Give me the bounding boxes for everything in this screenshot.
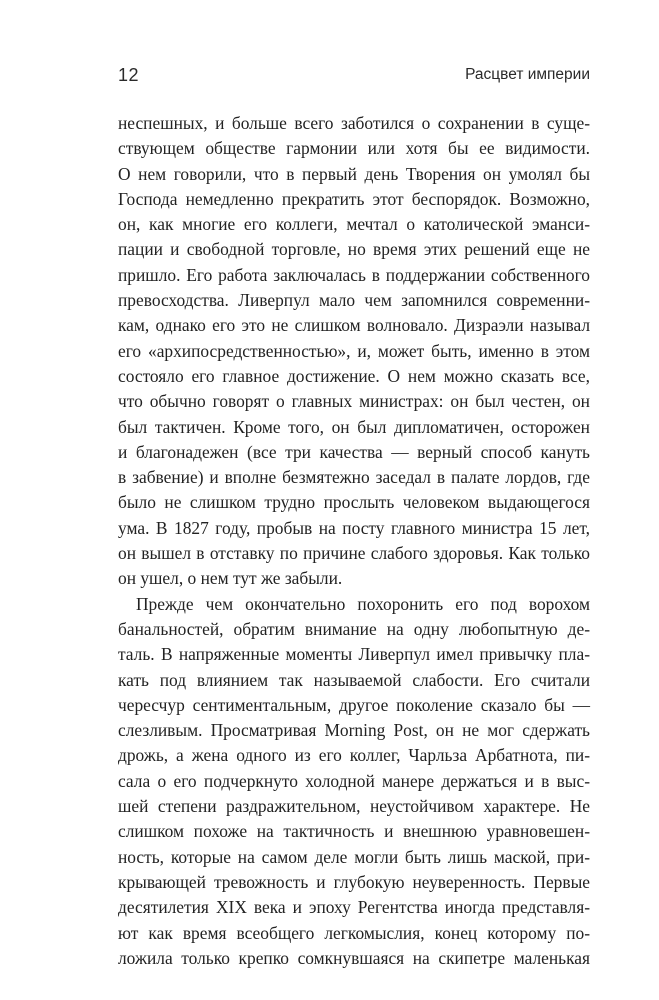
page-number: 12: [118, 65, 140, 85]
body-text: [118, 111, 590, 971]
text-line: состояло его главное достижение. О нем можно сказать все,: [118, 365, 590, 386]
text-line: Господа немедленно прекратить этот беспорядок. Возможно,: [118, 188, 590, 209]
text-line: пации и свободной торговле, но время этих решений еще не: [118, 239, 590, 260]
text-line: его «архипосредственностью», и, может быть, именно в этом: [118, 340, 590, 361]
text-line: крывающей тревожность и глубокую неуверенность. Первые: [118, 871, 590, 892]
text-line: банальностей, обратим внимание на одну любопытную де-: [118, 618, 590, 639]
text-line: ствующем обществе гармонии или хотя бы ее видимости.: [118, 138, 590, 159]
text-line: неспешных, и больше всего заботился о сохранении в суще-: [118, 113, 590, 133]
text-line: в забвение) и вполне безмятежно заседал в палате лордов, где: [118, 467, 590, 488]
text-line: слишком похоже на тактичность и внешнюю уравновешен-: [118, 821, 590, 842]
text-line: слезливым. Просматривая Morning Post, он не мог сдержать: [118, 720, 590, 741]
text-line: таль. В напряженные моменты Ливерпул имел привычку пла-: [118, 644, 590, 665]
text-line: он вышел в отставку по причине слабого здоровья. Как только: [118, 543, 590, 564]
text-line: десятилетия XIX века и эпоху Регентства иногда представля-: [118, 897, 590, 918]
text-line: Прежде чем окончательно похоронить его под ворохом: [136, 593, 590, 614]
text-line: был тактичен. Кроме того, он был дипломатичен, осторожен: [118, 416, 590, 437]
text-line: ложила только крепко сомкнувшаяся на скипетре маленькая: [118, 947, 590, 968]
page-header: [118, 62, 590, 88]
text-line: чересчур сентиментальным, другое поколение сказало бы —: [118, 694, 590, 715]
text-line: пришло. Его работа заключалась в поддержании собственного: [118, 264, 590, 285]
text-line: он ушел, о нем тут же забыли.: [118, 568, 343, 589]
text-line: что обычно говорят о главных министрах: он был честен, он: [118, 391, 590, 412]
text-line: сала о его подчеркнуто холодной манере держаться и в выс-: [118, 770, 590, 791]
text-line: он, как многие его коллеги, мечтал о католической эманси-: [118, 214, 590, 235]
running-title: Расцвет империи: [465, 66, 590, 83]
text-line: О нем говорили, что в первый день Творения он умолял бы: [118, 163, 590, 184]
text-line: ума. В 1827 году, пробыв на посту главного министра 15 лет,: [118, 517, 590, 538]
text-line: ность, которые на самом деле могли быть лишь маской, при-: [118, 846, 590, 867]
text-line: дрожь, а жена одного из его коллег, Чарльза Арбатнота, пи-: [118, 745, 590, 766]
text-line: превосходства. Ливерпул мало чем запомнился современни-: [118, 290, 590, 311]
text-line: кать под влиянием так называемой слабости. Его считали: [118, 669, 590, 690]
text-line: шей степени раздражительном, неустойчивом характере. Не: [118, 796, 590, 817]
text-line: было не слишком трудно прослыть человеком выдающегося: [118, 492, 590, 513]
paragraph-2: [118, 592, 590, 971]
text-line: ют как время всеобщего легкомыслия, конец которому по-: [118, 922, 590, 943]
text-line: и благонадежен (все три качества — верный способ кануть: [118, 441, 590, 462]
paragraph-1: [118, 111, 590, 592]
text-line: кам, однако его это не слишком волновало. Дизраэли называл: [118, 315, 590, 336]
